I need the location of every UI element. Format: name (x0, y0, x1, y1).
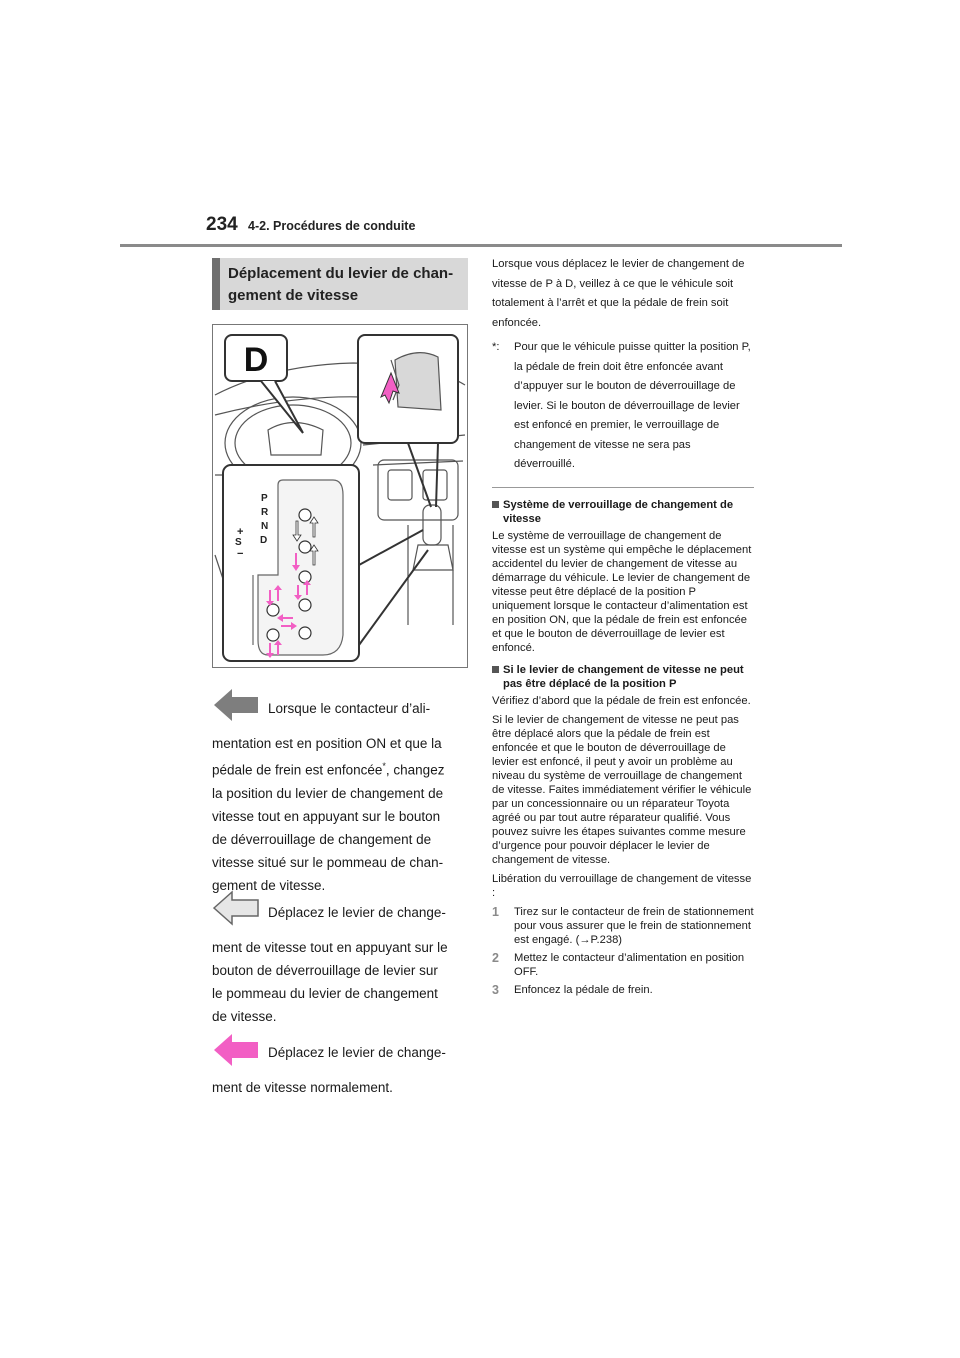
gate-label-n: N (261, 521, 269, 532)
right-column (492, 255, 754, 1001)
para1-line: la position du levier de changement de (212, 785, 444, 801)
cannot-shift-body-1: Vérifiez d’abord que la pédale de frein est enfoncée. (492, 694, 751, 707)
para2-lead: Déplacez le levier de change- (268, 905, 446, 920)
gate-label-minus: − (237, 548, 244, 560)
subsection-cannot-shift (492, 663, 754, 691)
chapter-title: 4-2. Procédures de conduite (248, 219, 416, 233)
square-bullet-icon (492, 666, 499, 673)
section-title-line1: Déplacement du levier de chan- (228, 265, 454, 282)
step-number: 2 (492, 950, 499, 965)
paragraph-release-button (212, 901, 470, 1028)
step-number: 1 (492, 904, 499, 919)
step-text: Enfoncez la pédale de frein. (514, 983, 653, 996)
page-number: 234 (206, 214, 238, 235)
paragraph-power-on (212, 697, 470, 897)
step-text: Tirez sur le contacteur de frein de stationnement pour vous assurer que le frein de stationnement est engagé. (→P.238) (514, 905, 754, 946)
step-3 (492, 983, 754, 997)
square-bullet-icon (492, 501, 499, 508)
lever-knob-callout (358, 335, 458, 507)
step-text: Mettez le contacteur d’alimentation en position OFF. (514, 951, 745, 978)
step-number: 3 (492, 982, 499, 997)
header-rule (120, 244, 842, 247)
shift-lever-figure (212, 324, 468, 668)
para3-lead: Déplacez le levier de change- (268, 1045, 446, 1060)
subsection-title: Si le levier de changement de vitesse ne peut pas être déplacé de la position P (503, 663, 744, 690)
gate-label-s: S (235, 537, 242, 548)
para2-line: ment de vitesse tout en appuyant sur le (212, 940, 448, 955)
para1-line: de déverrouillage de changement de (212, 831, 432, 847)
step-2 (492, 951, 754, 979)
section-title-line2: gement de vitesse (228, 287, 359, 304)
para1-line: vitesse tout en appuyant sur le bouton (212, 808, 441, 824)
shift-lever-illustration (213, 325, 467, 667)
shift-gate-callout (223, 465, 428, 661)
step-1 (492, 905, 754, 947)
subsection-title: Système de verrouillage de changement de vitesse (503, 498, 734, 525)
para1-lead: Lorsque le contacteur d’ali- (268, 701, 431, 716)
para1-line: mentation est en position ON et que la (212, 736, 442, 751)
footnote-mark: * (382, 761, 386, 771)
para2-line: bouton de déverrouillage de levier sur (212, 963, 438, 978)
gate-label-r: R (261, 507, 269, 518)
release-intro: Libération du verrouillage de changement de vitesse : (492, 872, 752, 899)
para1-line: gement de vitesse. (212, 877, 326, 893)
paragraph-normal-shift (212, 1041, 470, 1099)
section-title (212, 258, 468, 310)
para2-line: le pommeau du levier de changement (212, 986, 438, 1001)
para1-line-with-sup (212, 755, 470, 782)
para3-line: ment de vitesse normalement. (212, 1080, 393, 1095)
cannot-shift-body-2: Si le levier de changement de vitesse ne peut pas être déplacé alors que la pédale de frein est enfoncée et que le bouton de déverrouillage de levier est enfoncé, il peut y avoir un problème au niveau du système de verrouillage de changement de vitesse. Faites immédiatement vérifier le véhicule par un concessionnaire ou un réparateur Toyota agréé ou par tout autre réparateur qualifié. Vous pouvez suivre les étapes suivantes comme mesure d’urgence pour pouvoir déplacer le levier de changement de vitesse. (492, 713, 752, 866)
d-badge-label: D (243, 341, 269, 379)
para1-line: , changez (385, 762, 445, 778)
shift-lock-body: Le système de verrouillage de changement de vitesse est un système qui empêche le déplacement accidentel du levier de changement de vitesse au démarrage du véhicule. Le levier de changement de vitesse peut être déplacé de la position P uniquement lorsque le contacteur d’alimentation est en position ON, que la pédale de frein est enfoncée et que le bouton de déverrouillage de levier est enfoncé. (492, 529, 752, 654)
section-divider (492, 487, 754, 488)
footnote-mark: *: (492, 341, 500, 353)
para1-line: vitesse situé sur le pommeau de chan- (212, 854, 444, 870)
subsection-shift-lock (492, 498, 754, 526)
para2-line: de vitesse. (212, 1009, 277, 1024)
footnote (492, 338, 754, 475)
gate-label-p: P (261, 493, 268, 504)
footnote-text: Pour que le véhicule puisse quitter la position P, la pédale de frein doit être enfoncée avant d’appuyer sur le bouton de déverrouillage de levier. Si le bouton de déverrouillage de levier est enfoncé en premier, le verrouillage de changement de vitesse ne sera pas déverrouillé. (514, 341, 751, 470)
gate-label-plus: + (237, 526, 244, 538)
gate-label-d: D (260, 535, 268, 546)
para1-line: pédale de frein est enfoncée (212, 762, 383, 778)
d-position-badge (225, 335, 303, 433)
intro-text: Lorsque vous déplacez le levier de changement de vitesse de P à D, veillez à ce que le véhicule soit totalement à l’arrêt et que la pédale de frein soit enfoncée. (492, 258, 745, 329)
